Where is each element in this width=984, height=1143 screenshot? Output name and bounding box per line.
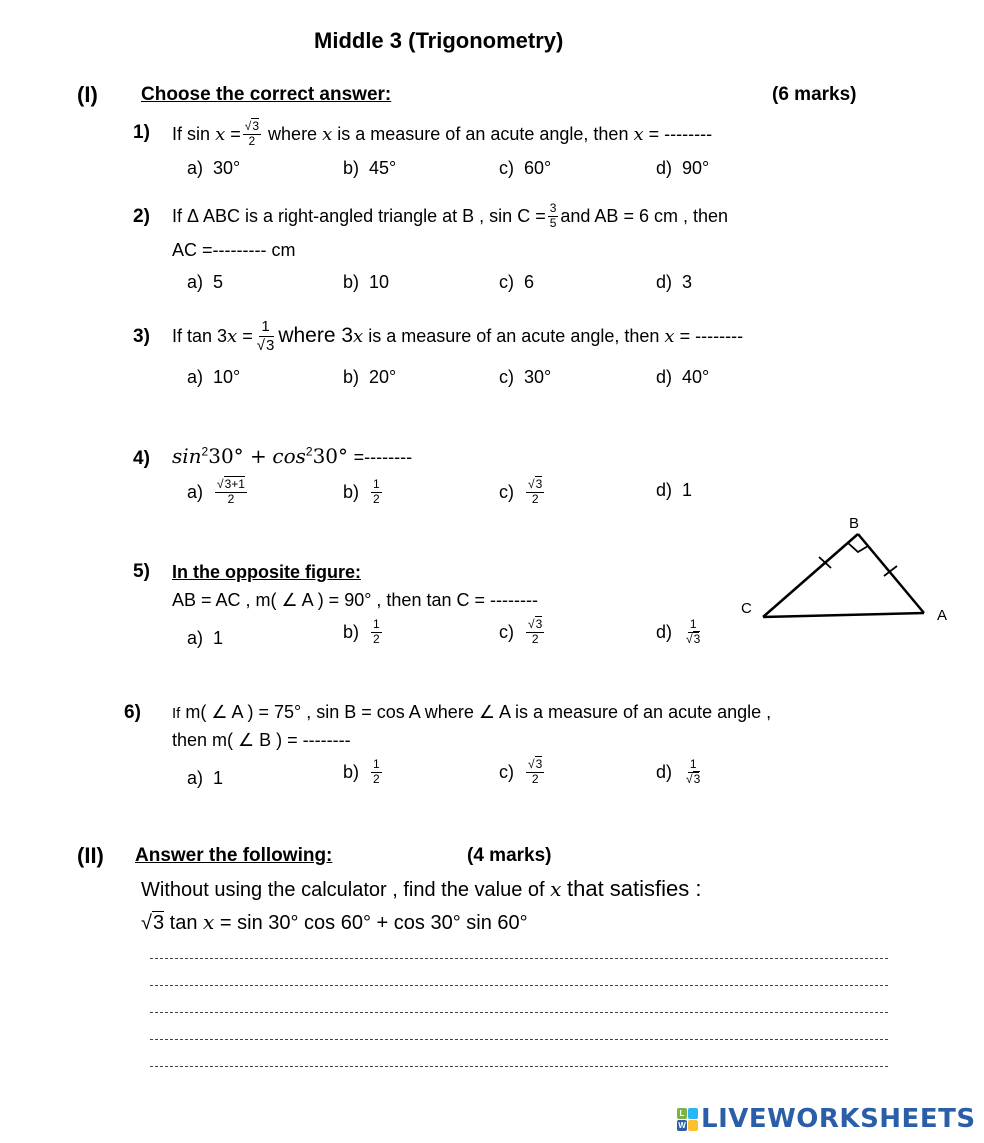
question-3-text: If tan 3 x = $\frac{1}{√3}$ where 3 x is a measure of an acute angle, then x = -------- [172, 318, 744, 354]
q2-option-c[interactable]: c) 6 [499, 272, 535, 292]
q5-option-a[interactable]: a) 1 [187, 628, 224, 648]
logo-tile [688, 1108, 698, 1119]
side-cb [763, 534, 858, 617]
logo-tile [688, 1120, 698, 1131]
q2-option-d[interactable]: d) 3 [656, 272, 693, 292]
q5-option-d[interactable]: d) $\frac{1}{√3}$ [656, 617, 701, 646]
q2-option-a[interactable]: a) 5 [187, 272, 224, 292]
question-3-number: 3) [133, 326, 150, 347]
q4-option-b[interactable]: b) $\frac{1}{2}$ [343, 477, 380, 506]
vertex-a-label: A [937, 607, 948, 624]
answer-line[interactable] [150, 1066, 888, 1067]
side-ca [763, 613, 924, 617]
q5-option-c[interactable]: c) $\frac{√3}{2}$ [499, 617, 543, 646]
question-4-number: 4) [133, 448, 150, 469]
answer-line[interactable] [150, 985, 888, 986]
question-6-number: 6) [124, 702, 141, 723]
q6-option-b[interactable]: b) $\frac{1}{2}$ [343, 757, 380, 786]
q6-option-a[interactable]: a) 1 [187, 768, 224, 788]
logo-tile: W [678, 1121, 686, 1130]
question-5-heading: In the opposite figure: [172, 562, 361, 582]
q6-option-d[interactable]: d) $\frac{1}{√3}$ [656, 757, 701, 786]
q1-option-b[interactable]: b) 45° [343, 158, 397, 178]
sqrt3-over-2-fraction: $\frac{√3}{2}$ [244, 118, 260, 148]
q1-option-d[interactable]: d) 90° [656, 158, 710, 178]
section-2-instruction: Without using the calculator , find the value of x that satisfies : [141, 876, 702, 901]
question-6-line2: then m( ∠ B ) = -------- [172, 730, 351, 750]
q6-option-c[interactable]: c) $\frac{√3}{2}$ [499, 757, 543, 786]
liveworksheets-wordmark: LIVEWORKSHEETS [701, 1104, 976, 1134]
q4-option-a[interactable]: a) $\frac{√3+1}{2}$ [187, 477, 245, 506]
page-title: Middle 3 (Trigonometry) [314, 28, 564, 53]
triangle-figure [730, 505, 960, 640]
one-over-sqrt3-fraction: $\frac{1}{√3}$ [256, 318, 275, 354]
liveworksheets-icon [677, 1108, 697, 1130]
section-2-equation: √3 tan x = sin 30° cos 60° + cos 30° sin 60° [141, 910, 528, 934]
q3-option-c[interactable]: c) 30° [499, 367, 552, 387]
q5-option-b[interactable]: b) $\frac{1}{2}$ [343, 617, 380, 646]
q1-option-a[interactable]: a) 30° [187, 158, 241, 178]
answer-line[interactable] [150, 958, 888, 959]
question-5-text: AB = AC , m( ∠ A ) = 90° , then tan C = -------- [172, 590, 538, 610]
section-2-numeral: (II) [77, 843, 104, 868]
section-1-numeral: (I) [77, 82, 98, 107]
question-6-line1: If m( ∠ A ) = 75° , sin B = cos A where ∠ A is a measure of an acute angle , [172, 702, 772, 722]
question-4-text: $\sin^230^\circ + \cos^230^\circ$ =-------- [172, 444, 413, 468]
section-1-marks: (6 marks) [772, 84, 857, 105]
logo-tile: L [677, 1108, 687, 1119]
answer-line[interactable] [150, 1012, 888, 1013]
question-2-line2: AC =--------- cm [172, 240, 296, 260]
q2-option-b[interactable]: b) 10 [343, 272, 390, 292]
section-2-heading: Answer the following: [135, 845, 333, 866]
q4-option-c[interactable]: c) $\frac{√3}{2}$ [499, 477, 543, 506]
section-1-heading: Choose the correct answer: [141, 84, 392, 105]
vertex-c-label: C [741, 600, 752, 617]
q3-option-d[interactable]: d) 40° [656, 367, 710, 387]
q3-option-a[interactable]: a) 10° [187, 367, 241, 387]
section-2-marks: (4 marks) [467, 845, 552, 866]
three-fifths-fraction: $\frac{3}{5}$ [549, 200, 557, 230]
question-1-text: If sin x = $\frac{√3}{2}$ where x is a measure of an acute angle, then x = -------- [172, 118, 713, 148]
liveworksheets-logo [677, 1104, 976, 1134]
q4-option-d[interactable]: d) 1 [656, 480, 693, 500]
q3-option-b[interactable]: b) 20° [343, 367, 397, 387]
question-5-number: 5) [133, 561, 150, 582]
question-2-number: 2) [133, 206, 150, 227]
answer-line[interactable] [150, 1039, 888, 1040]
q1-option-c[interactable]: c) 60° [499, 158, 552, 178]
question-1-number: 1) [133, 122, 150, 143]
vertex-b-label: B [849, 515, 860, 532]
right-angle-mark [848, 543, 868, 552]
question-2-line1: If Δ ABC is a right-angled triangle at B , sin C = $\frac{3}{5}$ and AB = 6 cm , then [172, 200, 728, 230]
